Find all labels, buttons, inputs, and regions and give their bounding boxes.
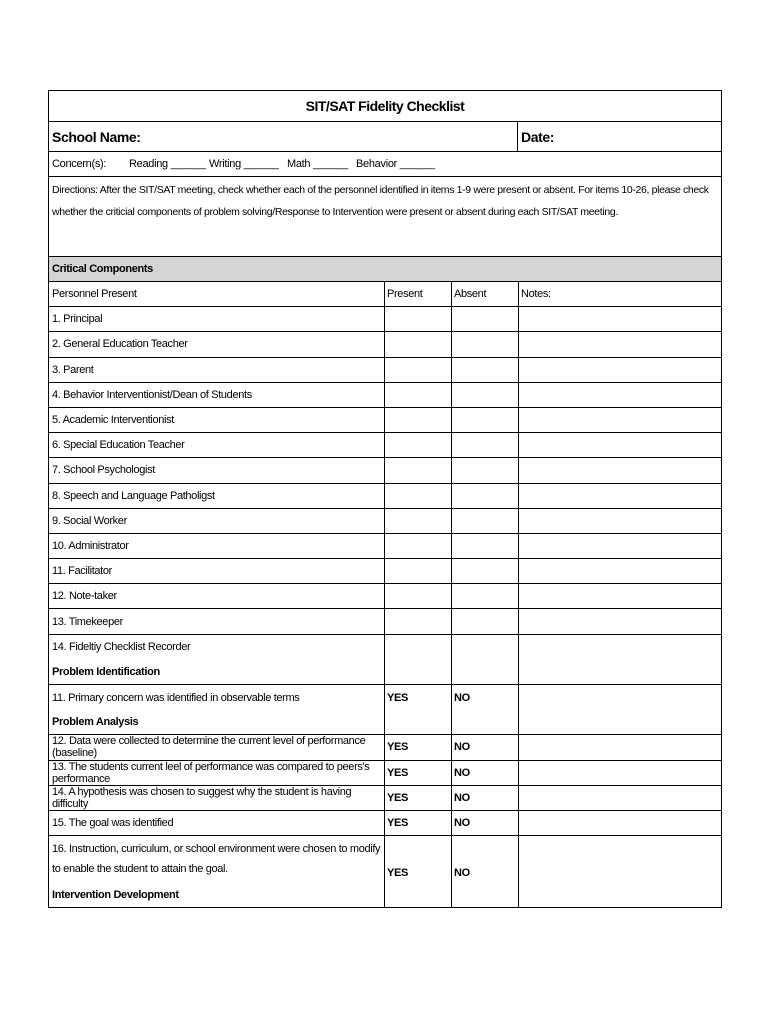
personnel-label: 11. Facilitator	[49, 559, 385, 583]
personnel-label: 9. Social Worker	[49, 509, 385, 533]
personnel-label: 3. Parent	[49, 358, 385, 382]
personnel-label: 12. Note-taker	[49, 584, 385, 608]
notes-cell[interactable]	[519, 433, 721, 457]
absent-cell[interactable]	[452, 509, 519, 533]
notes-cell[interactable]	[519, 484, 721, 508]
present-cell[interactable]	[385, 559, 452, 583]
notes-cell[interactable]	[519, 332, 721, 356]
yes-option[interactable]: YES	[385, 786, 452, 810]
absent-cell[interactable]	[452, 635, 519, 660]
present-cell[interactable]	[385, 509, 452, 533]
criterion-label: 14. A hypothesis was chosen to suggest why the student is having difficulty	[49, 786, 385, 810]
present-cell[interactable]	[385, 383, 452, 407]
date-field[interactable]: Date:	[521, 129, 555, 145]
notes-cell[interactable]	[519, 307, 721, 331]
criterion-label: 12. Data were collected to determine the current level of performance (baseline)	[49, 735, 385, 759]
present-cell[interactable]	[385, 635, 452, 660]
personnel-label: 8. Speech and Language Patholigst	[49, 484, 385, 508]
table-row	[49, 836, 721, 882]
concern-row	[49, 152, 721, 177]
table-row	[49, 433, 721, 458]
problem-identification-heading: Problem Identification	[49, 660, 385, 684]
table-row	[49, 559, 721, 584]
absent-cell[interactable]	[452, 433, 519, 457]
notes-cell[interactable]	[519, 559, 721, 583]
absent-cell[interactable]	[452, 358, 519, 382]
present-cell[interactable]	[385, 609, 452, 633]
absent-cell[interactable]	[452, 484, 519, 508]
personnel-label: 13. Timekeeper	[49, 609, 385, 633]
section-row	[49, 710, 721, 735]
header-notes: Notes:	[521, 288, 551, 301]
no-option[interactable]: NO	[452, 811, 519, 835]
table-row	[49, 735, 721, 760]
present-cell[interactable]	[385, 584, 452, 608]
personnel-label: 14. Fideltiy Checklist Recorder	[49, 635, 385, 660]
present-cell[interactable]	[385, 433, 452, 457]
table-row	[49, 358, 721, 383]
checklist-form	[48, 90, 722, 908]
table-row	[49, 534, 721, 559]
present-cell[interactable]	[385, 534, 452, 558]
absent-cell[interactable]	[452, 383, 519, 407]
absent-cell[interactable]	[452, 609, 519, 633]
table-row	[49, 786, 721, 811]
section-row	[49, 882, 721, 907]
notes-cell[interactable]	[519, 786, 721, 810]
absent-cell[interactable]	[452, 559, 519, 583]
notes-cell[interactable]	[519, 534, 721, 558]
criterion-label: 11. Primary concern was identified in observable terms	[49, 685, 385, 710]
notes-cell[interactable]	[519, 408, 721, 432]
problem-analysis-heading: Problem Analysis	[49, 710, 385, 734]
criterion-label: 13. The students current leel of performance was compared to peers's performance	[49, 761, 385, 785]
criterion-label: 16. Instruction, curriculum, or school environment were chosen to modify to enable the student to attain the goal.	[49, 836, 385, 882]
table-row	[49, 458, 721, 483]
table-row	[49, 408, 721, 433]
school-name-field[interactable]: School Name:	[49, 122, 518, 151]
table-row	[49, 383, 721, 408]
personnel-label: 7. School Psychologist	[49, 458, 385, 482]
personnel-label: 6. Special Education Teacher	[49, 433, 385, 457]
table-row	[49, 509, 721, 534]
yes-option[interactable]: YES	[385, 735, 452, 759]
present-cell[interactable]	[385, 358, 452, 382]
table-row	[49, 811, 721, 836]
directions-text: Directions: After the SIT/SAT meeting, check whether each of the personnel identified in items 1-9 were present or absent. For items 10-26, please check whether the criticial components of problem solving/Response to Intervention were present or absent during each SIT/SAT meeting.	[49, 177, 721, 257]
table-row	[49, 685, 721, 710]
table-row	[49, 761, 721, 786]
no-option[interactable]: NO	[452, 735, 519, 759]
no-option[interactable]: NO	[452, 685, 519, 710]
concern-label: Concern(s):	[52, 158, 107, 170]
intervention-development-heading: Intervention Development	[49, 882, 385, 907]
table-row	[49, 635, 721, 660]
notes-cell[interactable]	[519, 584, 721, 608]
present-cell[interactable]	[385, 458, 452, 482]
personnel-label: 10. Administrator	[49, 534, 385, 558]
notes-cell[interactable]	[519, 685, 721, 710]
form-title: SIT/SAT Fidelity Checklist	[49, 91, 721, 122]
personnel-label: 2. General Education Teacher	[49, 332, 385, 356]
notes-cell[interactable]	[519, 836, 721, 882]
yes-option[interactable]: YES	[385, 811, 452, 835]
notes-cell[interactable]	[519, 458, 721, 482]
present-cell[interactable]	[385, 408, 452, 432]
concern-behavior[interactable]: Behavior ______	[356, 158, 435, 170]
absent-cell[interactable]	[452, 408, 519, 432]
table-header-row	[49, 282, 721, 307]
concern-writing[interactable]: Writing ______	[209, 158, 279, 170]
no-option[interactable]: NO	[452, 761, 519, 785]
school-date-row	[49, 122, 721, 152]
notes-cell[interactable]	[519, 735, 721, 759]
notes-cell[interactable]	[519, 635, 721, 660]
present-cell[interactable]	[385, 484, 452, 508]
yes-option[interactable]: YES	[385, 761, 452, 785]
personnel-label: 1. Principal	[49, 307, 385, 331]
table-row	[49, 332, 721, 357]
header-personnel: Personnel Present	[49, 282, 385, 306]
header-present: Present	[385, 282, 452, 306]
header-absent: Absent	[452, 282, 519, 306]
no-option[interactable]: NO	[452, 836, 519, 882]
notes-cell[interactable]	[519, 761, 721, 785]
present-cell[interactable]	[385, 307, 452, 331]
no-option[interactable]: NO	[452, 786, 519, 810]
table-row	[49, 609, 721, 634]
section-critical-components: Critical Components	[49, 257, 721, 282]
absent-cell[interactable]	[452, 458, 519, 482]
concern-reading[interactable]: Reading ______	[129, 158, 206, 170]
section-row	[49, 660, 721, 685]
yes-option[interactable]: YES	[385, 685, 452, 710]
concern-math[interactable]: Math ______	[287, 158, 348, 170]
criterion-label: 15. The goal was identified	[49, 811, 385, 835]
notes-cell[interactable]	[519, 358, 721, 382]
table-row	[49, 307, 721, 332]
table-row	[49, 484, 721, 509]
personnel-label: 5. Academic Interventionist	[49, 408, 385, 432]
absent-cell[interactable]	[452, 534, 519, 558]
notes-cell[interactable]	[519, 509, 721, 533]
personnel-label: 4. Behavior Interventionist/Dean of Students	[49, 383, 385, 407]
notes-cell[interactable]	[519, 609, 721, 633]
absent-cell[interactable]	[452, 307, 519, 331]
notes-cell[interactable]	[519, 383, 721, 407]
notes-cell[interactable]	[519, 811, 721, 835]
absent-cell[interactable]	[452, 332, 519, 356]
present-cell[interactable]	[385, 332, 452, 356]
absent-cell[interactable]	[452, 584, 519, 608]
yes-option[interactable]: YES	[385, 836, 452, 882]
table-row	[49, 584, 721, 609]
